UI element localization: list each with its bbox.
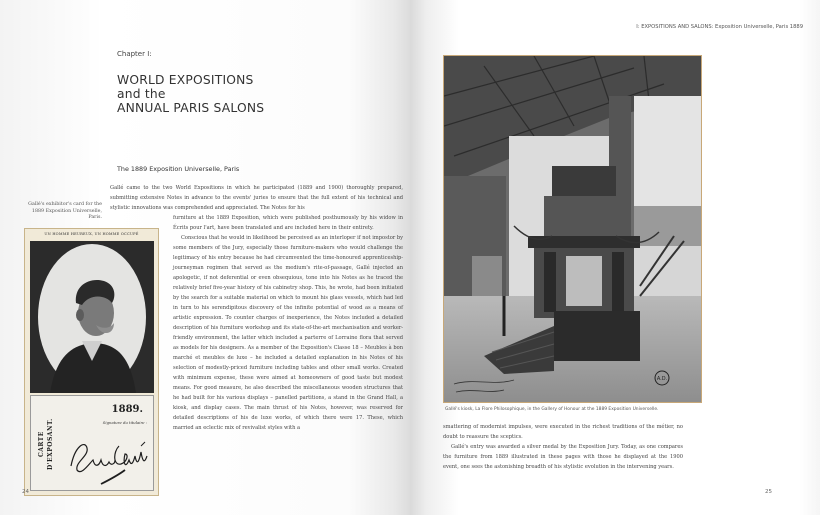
body-paragraph: Conscious that he would in likelihood be perceived as an interloper if not impostor by some members of the Jury, especially those furniture-makers who would challenge the legitimacy of his entry because he had circumvented the time-honoured apprenticeship-journeyman regimen that served as the medium's rite-of-passage, Gallé injected an apologetic, if not deferential or even obsequious, tone into his Notes as he traced the relatively brief five-year history of his cabinetry shop. This, he wrote, had been initiated by the search for a suitable material on which to mount his glass vessels, which had led in turn to his serendipitous discovery of the infinite potential of wood as a means of artistic expression. To counter charges of inexperience, the Notes included a detailed description of his furniture workshop and its state-of-the-art mechanisation and worker-friendly environment, the latter which included a parterre of Lorraine flora that served as models for his designers. As a member of the Exposition's Classe 18 – Meubles à bon marché et meubles de luxe – he included a detailed explanation in his Notes of his selection of modestly-priced furniture including tables and other small works. Created with minimum expense, these were aimed at homeowners of good taste but modest means. For good measure, he also described the miscellaneous wooden structures that he had built for his various displays – panelled partitions, a stand in the Grand Hall, a kiosk, and display cases. The main thrust of his Notes, however, was reserved for detailed descriptions of his de luxe works, of which there were 17. These, which married an eclectic mix of revivalist styles with a xyxy=(173,235,403,431)
page-number: 24 xyxy=(22,489,29,495)
kiosk-photo xyxy=(443,55,702,403)
portrait-illustration xyxy=(30,241,154,393)
card-caption: Gallé's exhibitor's card for the 1889 Exposition Universelle, Paris. xyxy=(28,202,102,220)
chapter-title-line: WORLD EXPOSITIONS xyxy=(117,73,254,87)
section-heading: The 1889 Exposition Universelle, Paris xyxy=(117,165,240,173)
body-paragraph: smattering of modernist impulses, were executed in the richest traditions of the métier, no doubt to reassure the sceptics. xyxy=(443,424,683,440)
card-vertical-line: CARTE xyxy=(38,431,45,457)
handwritten-signature xyxy=(65,426,151,486)
kiosk-illustration xyxy=(444,56,701,402)
card-motto: UN HOMME HEUREUX, UN HOMME OCCUPÉ xyxy=(44,232,139,236)
body-paragraph: Gallé's entry was awarded a silver medal by the Exposition Jury. Today, as one compares the furniture from 1889 illustrated in these pages with those he displayed at the 1900 event, one sees the astonishing breadth of his stylistic evolution in the intervening years. xyxy=(443,444,683,470)
body-paragraph: Gallé came to the two World Expositions in which he participated (1889 and 1900) thoroughly prepared, submitting extensive Notes in advance to the events' juries to ensure that the full extent of his technical and stylistic innovations was comprehended and appreciated. The Notes for his xyxy=(110,185,403,211)
portrait-photo xyxy=(30,241,154,393)
page-number: 25 xyxy=(765,489,772,495)
right-page xyxy=(410,0,820,515)
body-column xyxy=(173,213,403,433)
chapter-title xyxy=(117,73,264,115)
card-lower-panel xyxy=(30,395,154,491)
chapter-title-line: and the xyxy=(117,87,166,101)
card-vertical-text xyxy=(37,402,67,486)
photo-stamp: A.D. xyxy=(656,376,668,382)
running-head: I: EXPOSITIONS AND SALONS: Exposition Universelle, Paris 1889 xyxy=(636,24,803,30)
chapter-title-line: ANNUAL PARIS SALONS xyxy=(117,101,265,115)
card-signature-label: Signature du titulaire : xyxy=(102,420,147,425)
body-paragraph: furniture at the 1889 Exposition, which were published posthumously by his widow in Écrits pour l'art, have been translated and are included here in their entirety. xyxy=(173,215,403,231)
body-column xyxy=(443,422,683,472)
exhibitor-card-image xyxy=(24,228,159,496)
card-vertical-line: D'EXPOSANT. xyxy=(47,418,54,470)
chapter-label: Chapter I: xyxy=(117,50,152,58)
photo-caption: Gallé's kiosk, La Flore Philosophique, in the Gallery of Honour at the 1889 Exposition Universelle. xyxy=(445,407,659,412)
card-year: 1889. xyxy=(111,404,143,415)
